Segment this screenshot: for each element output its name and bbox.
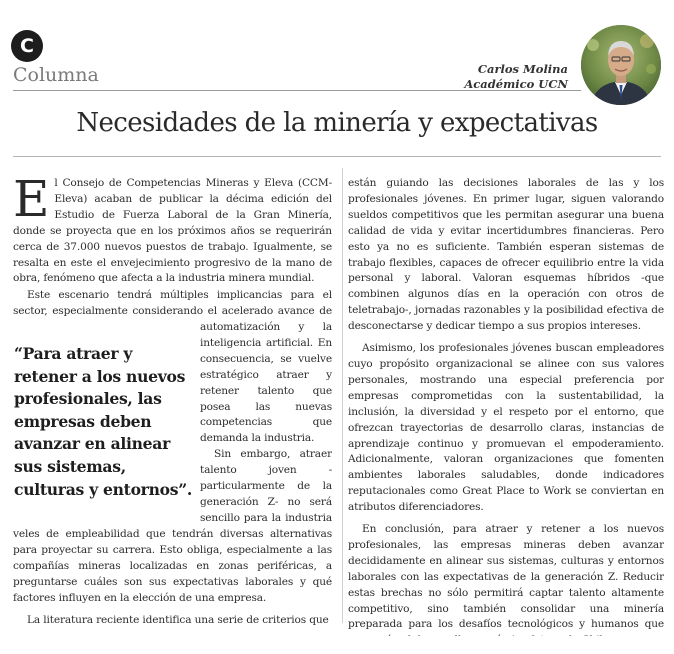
section-badge: C: [11, 30, 43, 62]
paragraph-4-start: La literatura reciente identifica una serie de criterios que: [27, 613, 329, 626]
dropcap: E: [13, 170, 50, 228]
headline-divider: [13, 156, 661, 157]
paragraph-2: Este escenario tendrá múltiples implicancias para el sector, especialmente considerando el acelerado avance de: [13, 289, 332, 317]
paragraph-3-end: veles de empleabilidad que tendrán diversas alternativas para proyectar su carrera. Esto obliga, especialmente a las compañías mineras localizadas en zonas periféricas, a preguntarse cuáles son sus expectativas laborales y qué factores influyen en la elección de una empresa.: [13, 528, 332, 604]
author-byline: [464, 62, 568, 92]
paragraph-6: En conclusión, para atraer y retener a los nuevos profesionales, las empresas mineras deben avanzar decididamente en alinear sus sistemas, culturas y entornos laborales con las expectativas de la generación Z. Reducir estas brechas no sólo permitirá captar talento altamente competitivo, sino también consolidar una minería preparada para los desafíos tecnológicos y humanos que: [348, 523, 664, 631]
paragraph-1-text: l Consejo de Competencias Mineras y Eleva (CCM-Eleva) acaban de publicar la décima edición del Estudio de Fuerza Laboral de la Gran Minería, donde se proyecta que en los próximos años se requerirán cerca de 37.000 nuevos puestos de trabajo. Igualmente, se resalta en este el envejecimiento progresivo de la mano de obra, fenómeno que afecta a la industria minera mundial.: [13, 177, 332, 285]
author-role: Académico UCN: [464, 77, 568, 91]
column-divider: [342, 168, 343, 623]
author-portrait-icon: [581, 25, 661, 105]
article-column-left-narrow: [200, 320, 332, 526]
headline: Necesidades de la minería y expectativas: [76, 108, 598, 138]
section-label: Columna: [13, 64, 99, 86]
author-photo: [581, 25, 661, 105]
paragraph-3-narrow: Sin embargo, atraer talento joven -particularmente de la generación Z- no será sencillo para la industria: [200, 448, 332, 524]
article-column-left-p2: [13, 288, 332, 320]
paragraph-2-narrow: automatización y la inteligencia artificial. En consecuencia, se vuelve estratégico atraer y retener talento que posea las nuevas competencias que demanda la industria.: [200, 321, 332, 445]
article-column-left-top: [13, 170, 332, 287]
paragraph-4-continued: están guiando las decisiones laborales de las y los profesionales jóvenes. En primer lugar, siguen valorando sueldos competitivos que les permitan asegurar una buena calidad de vida y evitar incertidumbres financieras. Pero esto ya no es suficiente. También esperan sistemas de trabajo flexibles, capaces de ofrecer equilibrio entre la vida personal y laboral. Valoran esquemas híbridos -que combinen algunos días en la operación con otros de teletrabajo-, jornadas razonables y la posibilidad efectiva de desconectarse y dedicar tiempo a sus propios intereses.: [348, 177, 664, 333]
paragraph-1: [13, 170, 332, 287]
article-column-right: [348, 176, 664, 636]
article-column-left-bottom: [13, 527, 332, 627]
author-name: Carlos Molina: [477, 62, 568, 76]
pull-quote: “Para atraer y retener a los nuevos profesionales, las empresas deben avanzar en alinear sus sistemas, culturas y entornos”.: [14, 344, 193, 499]
paragraph-5: Asimismo, los profesionales jóvenes buscan empleadores cuyo propósito organizacional se alinee con sus valores personales, mostrando una especial preferencia por empresas comprometidas con la sustentabilidad, la inclusión, la diversidad y el respeto por el entorno, que ofrezcan trayectorias de desarrollo claras, instancias de aprendizaje continuo y promuevan el empoderamiento. Adicionalmente, valoran organizaciones que fomenten ambientes laborales saludables, donde indicadores reputacionales como Great Place to Work se conviertan en atributos diferenciadores.: [348, 342, 664, 514]
